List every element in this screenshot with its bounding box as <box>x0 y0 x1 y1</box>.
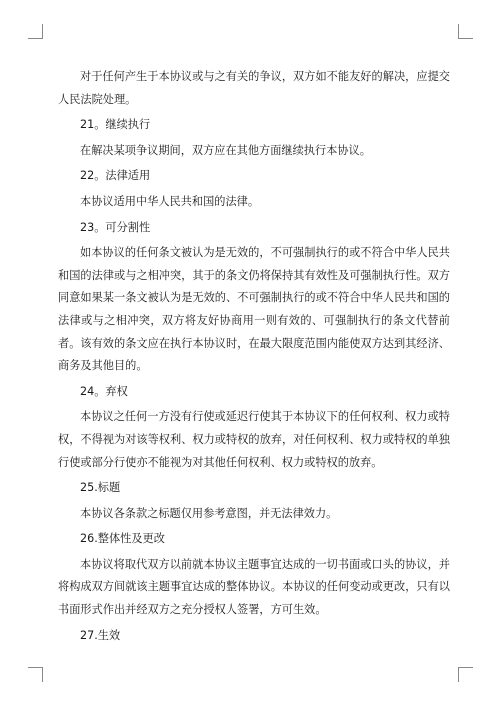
paragraph-entire-agreement: 本协议将取代双方以前就本协议主题事宜达成的一切书面或口头的协议，并将构成双方间就该主题事宜达成的整体协议。本协议的任何变动或更改，只有以书面形式作出并经双方之充分授权人签署，方可生效。 <box>58 557 450 617</box>
paragraph-governing-law: 本协议适用中华人民共和国的法律。 <box>80 194 260 208</box>
heading-entire-agreement: 26.整体性及更改 <box>80 532 165 546</box>
heading-governing-law: 22。法律适用 <box>80 169 151 183</box>
heading-effectiveness: 27.生效 <box>80 628 121 642</box>
heading-waiver: 24。弃权 <box>80 384 128 398</box>
heading-severability: 23。可分割性 <box>80 220 151 234</box>
heading-titles: 25.标题 <box>80 481 121 495</box>
document-body <box>58 66 450 647</box>
paragraph-continued-performance: 在解决某项争议期间，双方应在其他方面继续执行本协议。 <box>80 143 371 157</box>
crop-mark-bottom-left <box>28 667 43 682</box>
crop-mark-bottom-right <box>458 667 473 682</box>
paragraph-waiver: 本协议之任何一方没有行使或延迟行使其于本协议下的任何权利、权力或特权，不得视为对该等权利、权力或特权的放弃，对任何权利、权力或特权的单独行使或部分行使亦不能视为对其他任何权利、权力或特权的放弃。 <box>58 410 450 469</box>
paragraph-severability: 如本协议的任何条文被认为是无效的，不可强制执行的或不符合中华人民共和国的法律或与之相冲突，其于的条文仍将保持其有效性及可强制执行性。双方同意如果某一条文被认为是无效的、不可强制执行的或不符合中华人民共和国的法律或与之相冲突，双方将友好协商用一则有效的、可强制执行的条文代替前者。该有效的条文应在执行本协议时，在最大限度范围内能使双方达到其经济、商务及其他目的。 <box>58 246 450 373</box>
paragraph-dispute-resolution: 对于任何产生于本协议或与之有关的争议，双方如不能友好的解决，应提交人民法院处理。 <box>58 70 450 106</box>
crop-mark-top-right <box>458 24 473 39</box>
paragraph-titles: 本协议各条款之标题仅用参考意图，并无法律效力。 <box>80 506 338 520</box>
crop-mark-top-left <box>28 24 43 39</box>
heading-continued-performance: 21。继续执行 <box>80 118 151 132</box>
